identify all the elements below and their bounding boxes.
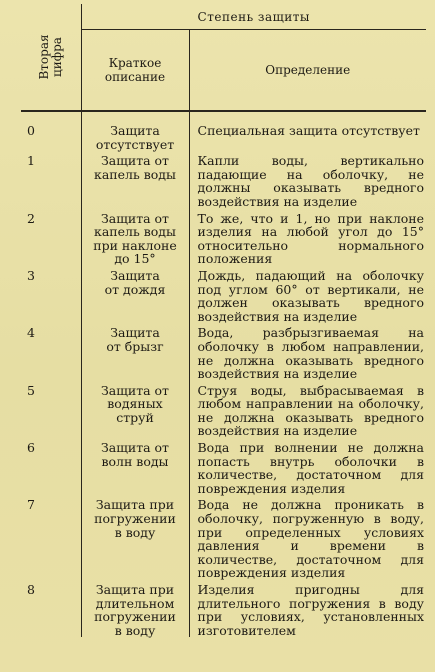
short-line: Защита от xyxy=(101,382,169,398)
digit-cell: 2 xyxy=(27,210,35,226)
protection-degree-header: Степень защиты xyxy=(81,4,426,30)
second-digit-header xyxy=(21,4,81,111)
short-line: Защита xyxy=(110,267,160,283)
short-line: в воду xyxy=(114,622,156,638)
short-line: капель воды xyxy=(94,224,176,240)
digit-cell: 7 xyxy=(27,497,35,513)
definition-cell: Вода при волнении не должна попасть внутрь оболочки в количестве, достаточном для повреждения изделия xyxy=(189,438,426,495)
short-description-cell xyxy=(81,111,189,151)
table-row xyxy=(21,438,426,495)
digit-cell: 3 xyxy=(27,267,35,283)
digit-cell: 6 xyxy=(27,440,35,456)
short-line: волн воды xyxy=(101,453,169,469)
definition-cell: Вода не должна проникать в оболочку, погруженную в воду, при определенных условиях давления и времени в количестве, достаточном для повреждения изделия xyxy=(189,495,426,580)
definition-header: Определение xyxy=(189,30,426,112)
definition-cell: Вода, разбрызгиваемая на оболочку в любом направлении, не должна оказывать вредного воздействия на изделие xyxy=(189,323,426,380)
definition-cell: Изделия пригодны для длительного погружения в воду при условиях, установленных изготовителем xyxy=(189,580,426,637)
short-description-cell xyxy=(81,266,189,323)
table-row xyxy=(21,495,426,580)
digit-cell: 5 xyxy=(27,382,35,398)
short-line: водяных xyxy=(107,396,163,412)
definition-cell: То же, что и 1, но при наклоне изделия на любой угол до 15° относительно нормального положения xyxy=(189,209,426,266)
table-row xyxy=(21,266,426,323)
table-body xyxy=(21,111,426,637)
table-row xyxy=(21,381,426,438)
short-description-header-line-2: описание xyxy=(104,70,166,84)
short-description-cell xyxy=(81,580,189,637)
short-line: погружении xyxy=(94,609,176,625)
short-line: погружении xyxy=(94,511,176,527)
short-description-cell xyxy=(81,495,189,580)
definition-cell: Капли воды, вертикально падающие на оболочку, не должны оказывать вредного воздействия на изделие xyxy=(189,151,426,208)
digit-cell: 8 xyxy=(27,582,35,597)
short-line: Защита от xyxy=(101,153,169,169)
short-description-cell xyxy=(81,209,189,266)
definition-cell: Струя воды, выбрасываемая в любом направлении на оболочку, не должна оказывать вредного воздействия на изделие xyxy=(189,381,426,438)
short-line: от брызг xyxy=(106,338,164,354)
definition-cell: Дождь, падающий на оболочку под углом 60° от вертикали, не должен оказывать вредного воздействия на изделие xyxy=(189,266,426,323)
short-description-header-line-1: Краткое xyxy=(108,56,162,70)
short-description-header xyxy=(81,30,189,112)
short-line: капель воды xyxy=(94,166,176,182)
short-line: до 15° xyxy=(114,251,156,267)
short-description-cell xyxy=(81,381,189,438)
short-line: длительном xyxy=(95,595,175,611)
short-description-cell xyxy=(81,438,189,495)
short-line: Защита при xyxy=(95,497,175,513)
digit-cell: 0 xyxy=(27,123,35,138)
short-line: в воду xyxy=(114,524,156,540)
table-row xyxy=(21,209,426,266)
definition-cell: Специальная защита отсутствует xyxy=(189,111,426,151)
short-line: Защита от xyxy=(101,210,169,226)
table-row xyxy=(21,580,426,637)
short-line: Защита xyxy=(110,123,160,138)
table-row xyxy=(21,323,426,380)
short-description-cell xyxy=(81,151,189,208)
table-row xyxy=(21,151,426,208)
short-line: струй xyxy=(116,409,154,425)
short-line: Защита при xyxy=(95,582,175,597)
second-digit-header-line-2: цифра xyxy=(49,37,64,77)
second-digit-header-line-1: Вторая xyxy=(36,34,51,80)
short-line: при наклоне xyxy=(93,237,177,253)
short-line: от дождя xyxy=(104,281,166,297)
short-line: Защита от xyxy=(101,440,169,456)
table-row xyxy=(21,111,426,151)
protection-degree-table xyxy=(21,4,426,637)
digit-cell: 4 xyxy=(27,325,35,341)
short-line: Защита xyxy=(110,325,160,341)
table-header xyxy=(21,4,426,111)
short-description-cell xyxy=(81,323,189,380)
digit-cell: 1 xyxy=(27,153,35,169)
short-line: отсутствует xyxy=(95,136,175,152)
